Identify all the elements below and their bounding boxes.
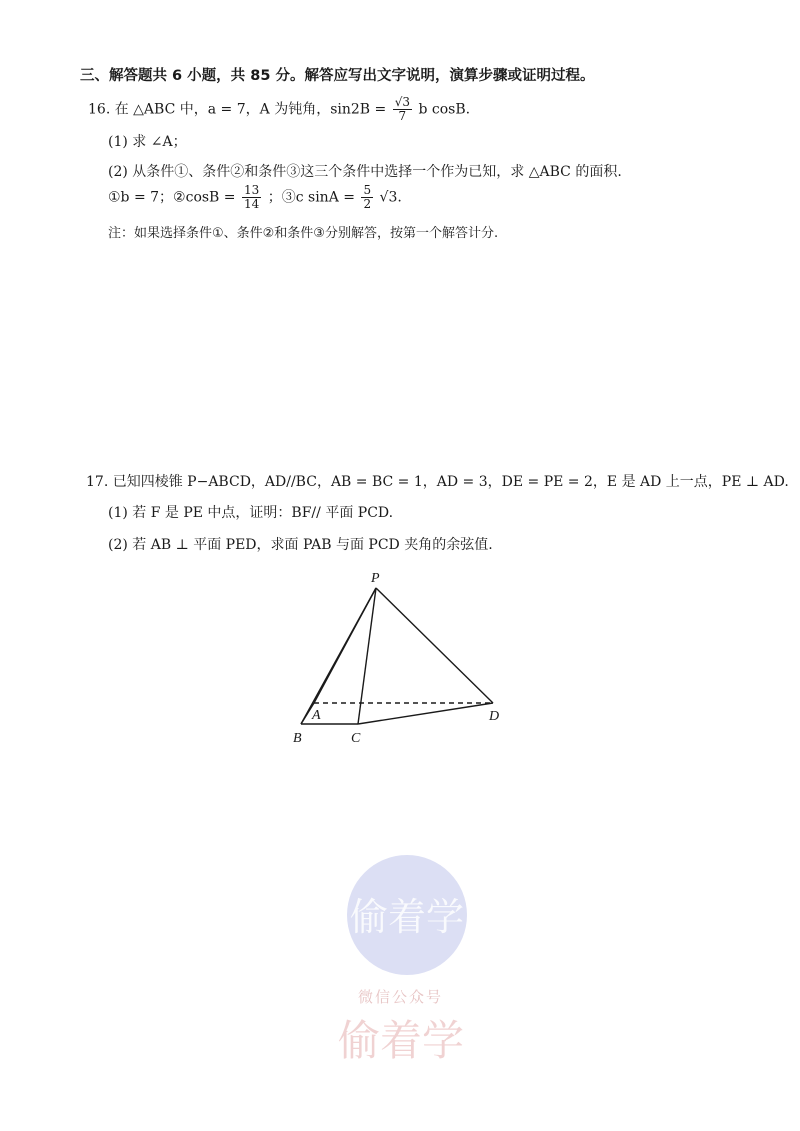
q16-part2: (2) 从条件①、条件②和条件③这三个条件中选择一个作为已知，求 △ABC 的面积. [108,164,622,180]
watermark-caption: 微信公众号 [358,988,444,1006]
watermark-brand: 偷着学 [338,1016,465,1065]
q16-note: 注：如果选择条件①、条件②和条件③分别解答，按第一个解答计分. [108,226,499,241]
fraction-numerator: √3 [394,95,410,109]
label-a: A [312,708,321,723]
q16-stem-a: 在 △ABC 中，a = 7，A 为钝角，sin2B = [114,101,387,118]
q17-stem-text: 已知四棱锥 P−ABCD，AD//BC，AB = BC = 1，AD = 3，DE = PE = 2，E 是 AD 上一点，PE ⊥ AD. [112,474,789,490]
q16-stem-b: b cosB. [418,101,471,118]
q16-number: 16. [88,101,111,118]
label-p: P [371,571,380,586]
fraction-denominator: 2 [363,197,372,211]
q16-part1: (1) 求 ∠A； [108,134,187,150]
watermark-logo-text: 偷着学 [349,895,465,939]
q17-part2: (2) 若 AB ⊥ 平面 PED，求面 PAB 与面 PCD 夹角的余弦值. [108,537,493,553]
watermark-logo [345,850,475,980]
label-c: C [351,731,361,746]
section-header: 三、解答题共 6 小题，共 85 分。解答应写出文字说明，演算步骤或证明过程。 [80,68,595,84]
q17-number: 17. [86,474,109,490]
q16-cond-c: √3. [379,189,402,206]
q16-cond-b: ；③c sinA = [267,189,355,206]
edge-pd [376,588,493,703]
q16-cond-a: ①b = 7；②cosB = [108,189,236,206]
fraction-denominator: 7 [398,109,407,123]
label-b: B [293,731,302,746]
fraction-numerator: 5 [363,183,372,197]
edge-pa [314,588,376,703]
edge-cd [358,703,493,724]
fraction-numerator: 13 [243,183,260,197]
fraction-denominator: 14 [243,197,260,211]
q17-part1: (1) 若 F 是 PE 中点，证明：BF// 平面 PCD. [108,505,394,521]
label-d: D [489,709,500,724]
